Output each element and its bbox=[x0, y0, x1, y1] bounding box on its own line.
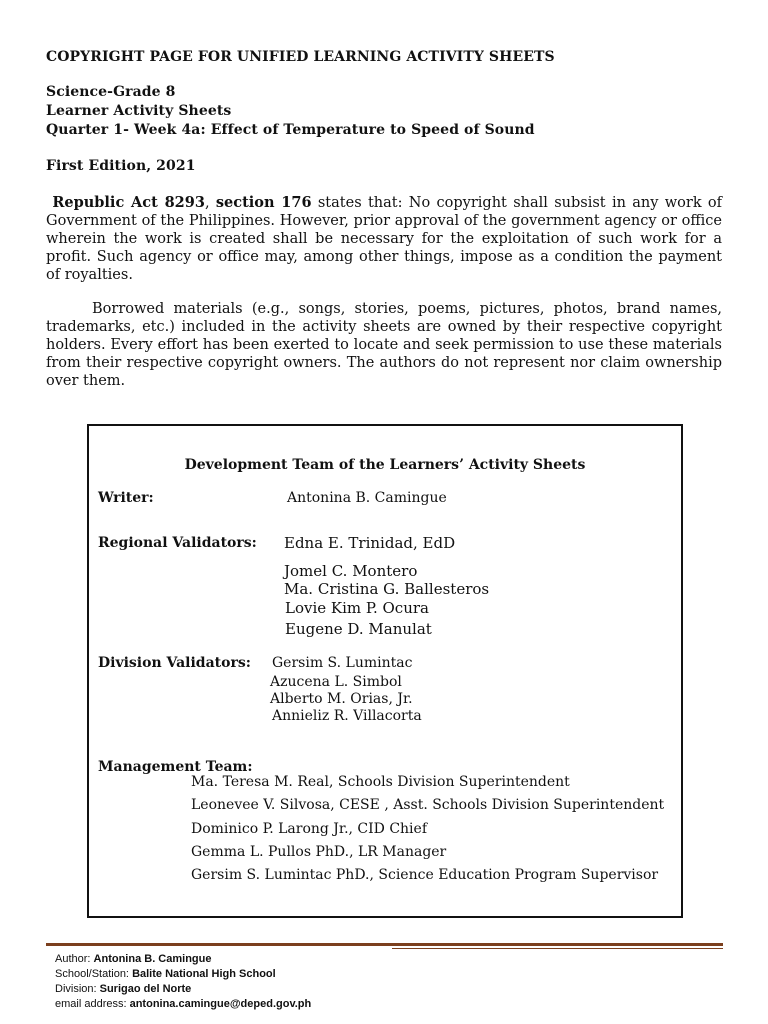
sheet-type-line: Learner Activity Sheets bbox=[46, 103, 232, 119]
subject-line: Science-Grade 8 bbox=[46, 84, 176, 100]
division-validators-label: Division Validators: bbox=[98, 655, 251, 671]
management-member: Leonevee V. Silvosa, CESE , Asst. Schools Division Superintendent bbox=[191, 797, 665, 813]
borrowed-materials-paragraph: Borrowed materials (e.g., songs, stories, poems, pictures, photos, brand names, trademarks, etc.) included in the activity sheets are owned by their respective copyright holders. Every effort has been exerted to locate and seek permission to use these materials from their respective copyright owners. The authors do not represent nor claim ownership over them. bbox=[46, 301, 722, 389]
copyright-paragraph: Republic Act 8293, section 176 states that: No copyright shall subsist in any work of Government of the Philippines. However, prior approval of the government agency or office wherein the work is created shall be necessary for the exploitation of such work for a profit. Such agency or office may, among other things, impose as a condition the payment of royalties. bbox=[46, 194, 723, 283]
footer-email: email address: antonina.camingue@deped.gov.ph bbox=[55, 998, 312, 1010]
regional-validators-label: Regional Validators: bbox=[98, 535, 257, 551]
management-member: Ma. Teresa M. Real, Schools Division Superintendent bbox=[191, 774, 570, 790]
footer-school: School/Station: Balite National High School bbox=[55, 968, 276, 980]
management-member: Gersim S. Lumintac PhD., Science Education Program Supervisor bbox=[191, 867, 659, 883]
law-reference: Republic Act 8293 bbox=[52, 194, 205, 211]
regional-validator: Edna E. Trinidad, EdD bbox=[284, 534, 456, 552]
regional-validator: Eugene D. Manulat bbox=[285, 620, 432, 638]
regional-validator: Ma. Cristina G. Ballesteros bbox=[284, 580, 490, 598]
management-member: Dominico P. Larong Jr., CID Chief bbox=[191, 821, 428, 837]
section-reference: section 176 bbox=[215, 194, 312, 211]
footer-divider bbox=[46, 943, 723, 946]
division-validator: Annieliz R. Villacorta bbox=[272, 708, 422, 724]
management-member: Gemma L. Pullos PhD., LR Manager bbox=[191, 844, 447, 860]
management-team-label: Management Team: bbox=[98, 759, 253, 775]
footer-divider-thin bbox=[392, 948, 723, 949]
team-heading: Development Team of the Learners’ Activity Sheets bbox=[184, 457, 586, 473]
division-validator: Alberto M. Orias, Jr. bbox=[270, 691, 413, 707]
division-validator: Gersim S. Lumintac bbox=[272, 655, 413, 671]
footer-author: Author: Antonina B. Camingue bbox=[55, 953, 212, 965]
regional-validator: Jomel C. Montero bbox=[284, 562, 418, 580]
writer-label: Writer: bbox=[98, 490, 154, 506]
regional-validator: Lovie Kim P. Ocura bbox=[285, 599, 429, 617]
writer-name: Antonina B. Camingue bbox=[287, 490, 447, 506]
division-validator: Azucena L. Simbol bbox=[270, 674, 402, 690]
footer-division: Division: Surigao del Norte bbox=[55, 983, 192, 995]
page-title: COPYRIGHT PAGE FOR UNIFIED LEARNING ACTIVITY SHEETS bbox=[46, 49, 555, 65]
edition-line: First Edition, 2021 bbox=[46, 158, 196, 174]
quarter-line: Quarter 1- Week 4a: Effect of Temperature to Speed of Sound bbox=[46, 122, 535, 138]
